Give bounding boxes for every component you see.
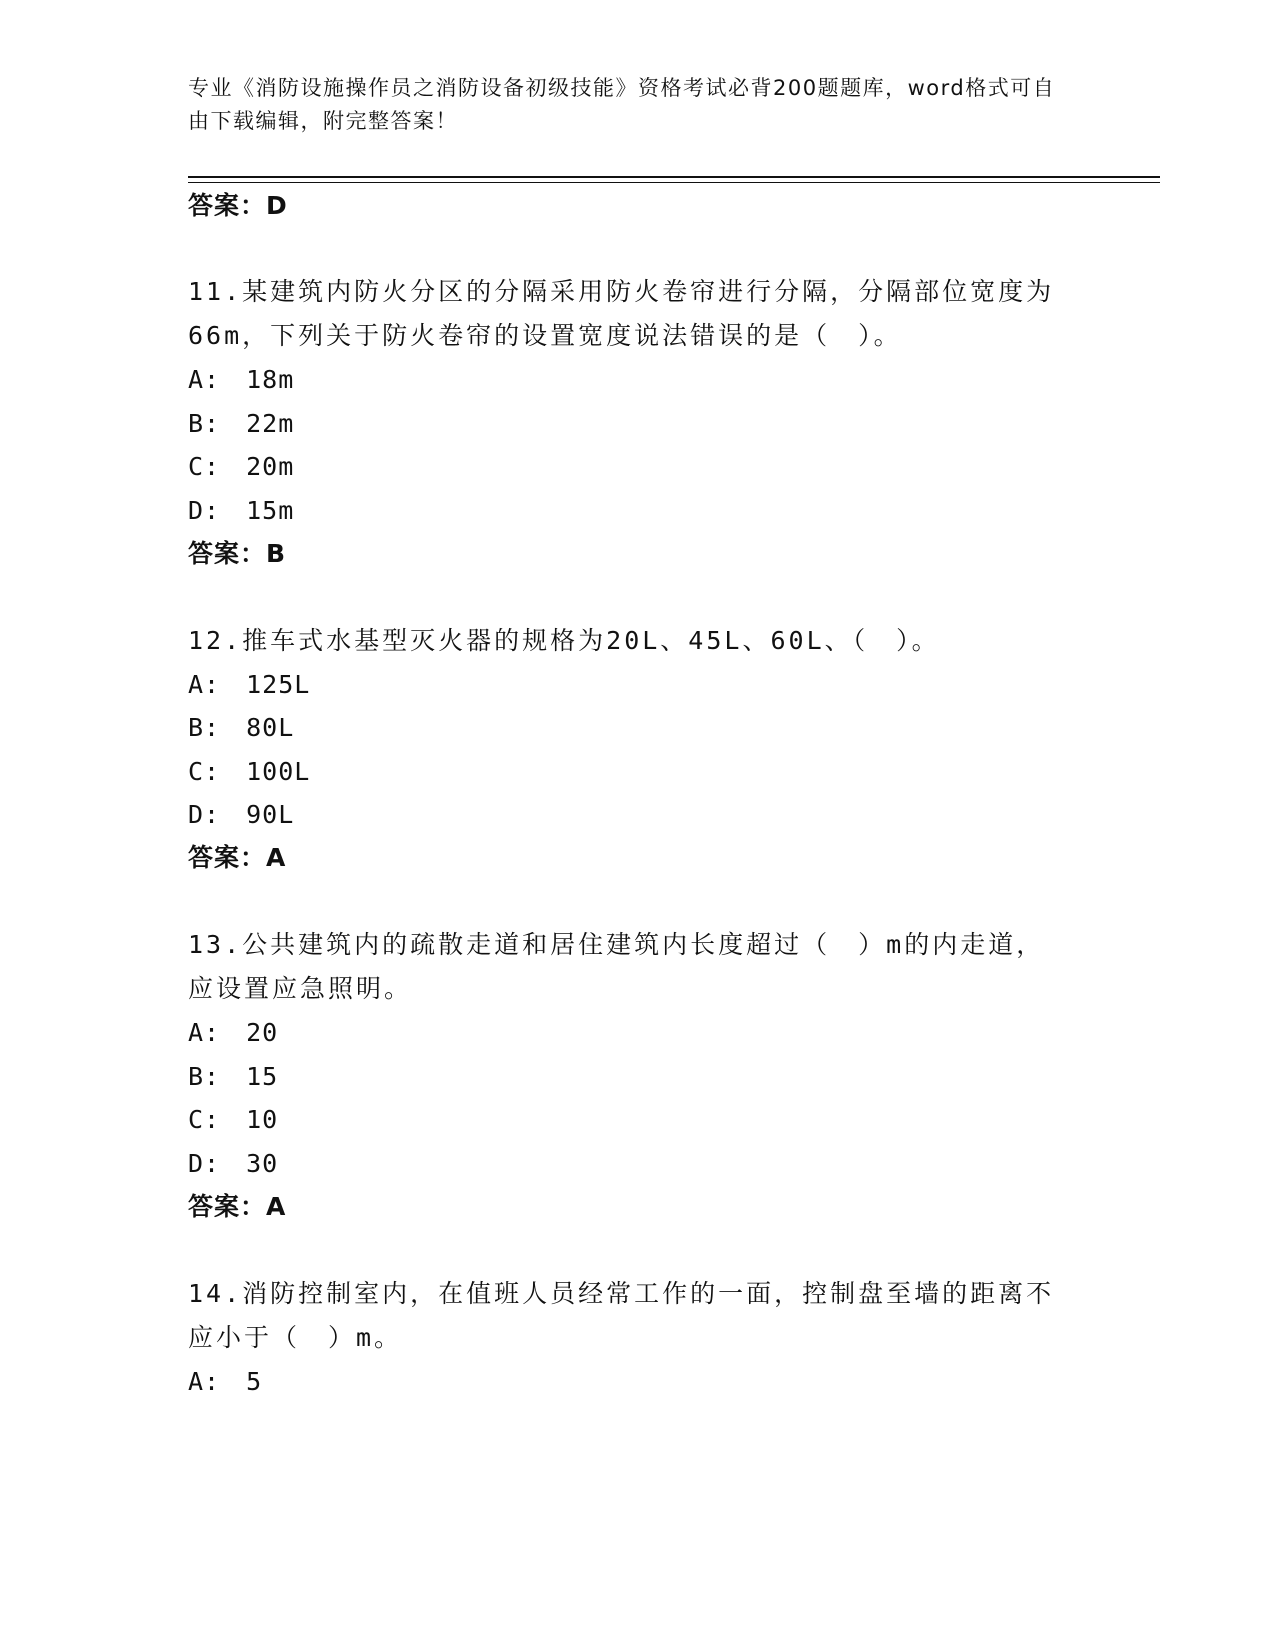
- question-14-text-line-1: 14.消防控制室内，在值班人员经常工作的一面，控制盘至墙的距离不: [188, 1279, 1055, 1308]
- question-13-option-a: A: 20: [188, 1018, 279, 1047]
- question-13-text-line-2: 应设置应急照明。: [188, 974, 413, 1003]
- question-12-option-b: B: 80L: [188, 713, 295, 742]
- document-header: 专业《消防设施操作员之消防设备初级技能》资格考试必背200题题库，word格式可自由下载编辑，附完整答案！: [188, 76, 1056, 133]
- question-12-answer: 答案：A: [188, 843, 287, 872]
- answer-previous: 答案：D: [188, 191, 288, 220]
- question-12-option-d: D: 90L: [188, 800, 295, 829]
- question-11-text-line-2: 66m，下列关于防火卷帘的设置宽度说法错误的是（ ）。: [188, 321, 902, 350]
- question-13-option-b: B: 15: [188, 1062, 279, 1091]
- header-divider-thin: [188, 182, 1160, 183]
- question-11-answer: 答案：B: [188, 539, 287, 568]
- question-13-option-d: D: 30: [188, 1149, 279, 1178]
- header-divider-thick: [188, 176, 1160, 178]
- question-12-option-a: A: 125L: [188, 670, 311, 699]
- question-11-text-line-1: 11.某建筑内防火分区的分隔采用防火卷帘进行分隔，分隔部位宽度为: [188, 277, 1055, 306]
- question-13-option-c: C: 10: [188, 1105, 279, 1134]
- question-12-text-line-1: 12.推车式水基型灭火器的规格为20L、45L、60L、（ ）。: [188, 626, 940, 655]
- question-12-option-c: C: 100L: [188, 757, 311, 786]
- question-11-option-a: A: 18m: [188, 365, 295, 394]
- question-11-option-d: D: 15m: [188, 496, 295, 525]
- question-14-text-line-2: 应小于（ ）m。: [188, 1323, 403, 1352]
- question-13-text-line-1: 13.公共建筑内的疏散走道和居住建筑内长度超过（ ）m的内走道，: [188, 930, 1045, 959]
- question-14-option-a: A: 5: [188, 1367, 263, 1396]
- question-11-option-b: B: 22m: [188, 409, 295, 438]
- question-13-answer: 答案：A: [188, 1192, 287, 1221]
- question-11-option-c: C: 20m: [188, 452, 295, 481]
